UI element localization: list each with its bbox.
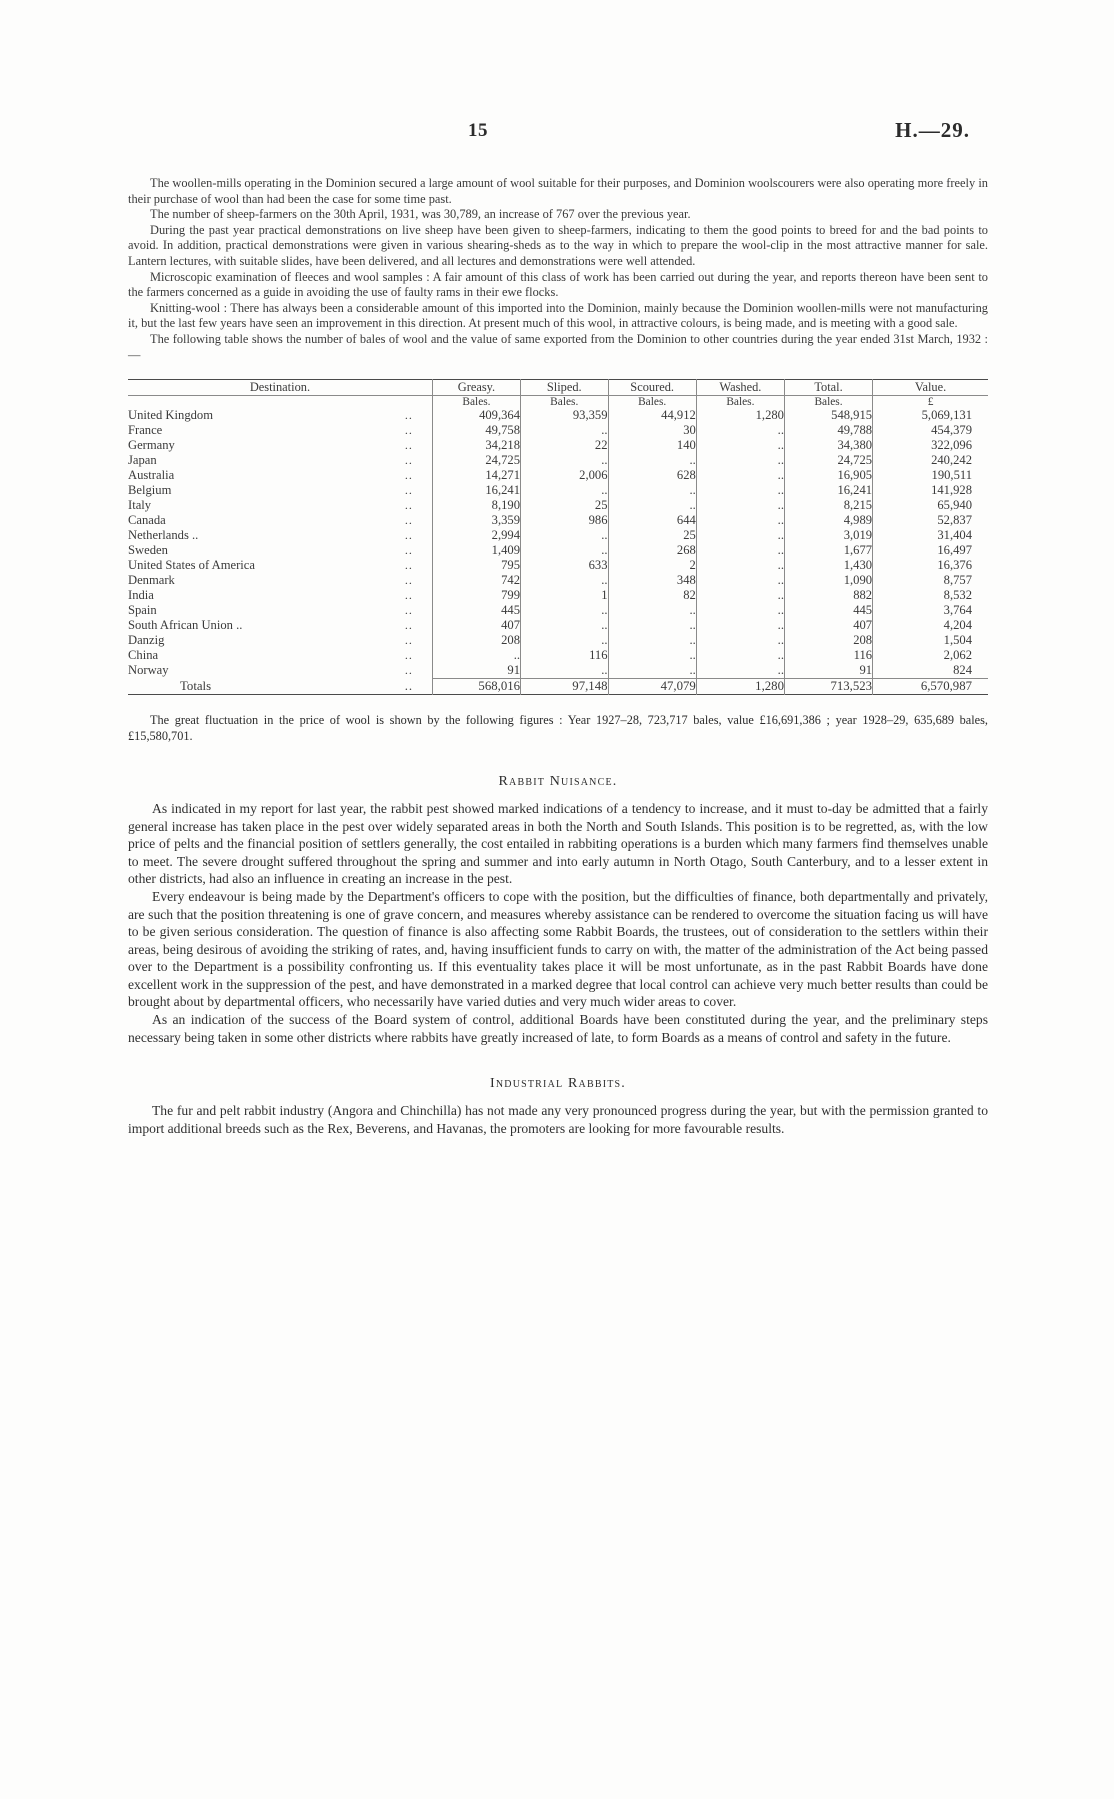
cell-value: 141,928 bbox=[873, 483, 988, 498]
cell-total: 49,788 bbox=[784, 423, 872, 438]
cell-scoured: 44,912 bbox=[608, 408, 696, 423]
cell-value: 240,242 bbox=[873, 453, 988, 468]
page-header bbox=[128, 120, 988, 154]
cell-value: 1,504 bbox=[873, 633, 988, 648]
row-dots: .. bbox=[404, 498, 413, 513]
cell-washed: .. bbox=[696, 513, 784, 528]
cell-total: 445 bbox=[784, 603, 872, 618]
row-destination: Japan bbox=[128, 453, 157, 468]
cell-sliped: .. bbox=[521, 528, 608, 543]
cell-greasy: 407 bbox=[432, 618, 520, 633]
cell-total: 8,215 bbox=[784, 498, 872, 513]
cell-value: 824 bbox=[873, 663, 988, 679]
row-dots: .. bbox=[404, 423, 413, 438]
cell-value: 16,497 bbox=[873, 543, 988, 558]
cell-sliped: 22 bbox=[521, 438, 608, 453]
column-header-washed: Washed. bbox=[696, 380, 784, 396]
row-dots: .. bbox=[404, 618, 413, 633]
table-row bbox=[128, 648, 988, 663]
cell-sliped: .. bbox=[521, 663, 608, 679]
cell-sliped: .. bbox=[521, 618, 608, 633]
row-destination: Danzig bbox=[128, 633, 165, 648]
cell-scoured: 30 bbox=[608, 423, 696, 438]
cell-greasy: 3,359 bbox=[432, 513, 520, 528]
row-dots: .. bbox=[404, 648, 413, 663]
cell-washed: .. bbox=[696, 618, 784, 633]
cell-greasy: 49,758 bbox=[432, 423, 520, 438]
row-dots: .. bbox=[404, 513, 413, 528]
table-row bbox=[128, 633, 988, 648]
cell-total: 16,905 bbox=[784, 468, 872, 483]
cell-total: 407 bbox=[784, 618, 872, 633]
cell-sliped: .. bbox=[521, 483, 608, 498]
section-title: Rabbit Nuisance. bbox=[498, 773, 618, 789]
unit-washed: Bales. bbox=[696, 396, 784, 409]
cell-washed: .. bbox=[696, 573, 784, 588]
cell-greasy: 91 bbox=[432, 663, 520, 679]
cell-sliped: .. bbox=[521, 423, 608, 438]
cell-total: 882 bbox=[784, 588, 872, 603]
cell-greasy: 16,241 bbox=[432, 483, 520, 498]
row-destination: Denmark bbox=[128, 573, 175, 588]
totals-total: 713,523 bbox=[784, 679, 872, 695]
cell-greasy: 14,271 bbox=[432, 468, 520, 483]
section-rabbit-nuisance bbox=[128, 774, 988, 1046]
cell-sliped: .. bbox=[521, 603, 608, 618]
page-number: 15 bbox=[468, 120, 488, 141]
cell-greasy: 34,218 bbox=[432, 438, 520, 453]
cell-value: 52,837 bbox=[873, 513, 988, 528]
cell-greasy: 2,994 bbox=[432, 528, 520, 543]
totals-value: 6,570,987 bbox=[873, 679, 988, 695]
cell-value: 3,764 bbox=[873, 603, 988, 618]
cell-total: 3,019 bbox=[784, 528, 872, 543]
cell-scoured: .. bbox=[608, 603, 696, 618]
cell-scoured: 644 bbox=[608, 513, 696, 528]
row-destination: Australia bbox=[128, 468, 175, 483]
cell-scoured: 2 bbox=[608, 558, 696, 573]
cell-scoured: 25 bbox=[608, 528, 696, 543]
cell-greasy: 1,409 bbox=[432, 543, 520, 558]
row-dots: .. bbox=[404, 408, 413, 423]
unit-total: Bales. bbox=[784, 396, 872, 409]
row-destination: Sweden bbox=[128, 543, 168, 558]
cell-value: 16,376 bbox=[873, 558, 988, 573]
cell-scoured: .. bbox=[608, 663, 696, 679]
cell-value: 4,204 bbox=[873, 618, 988, 633]
cell-washed: 1,280 bbox=[696, 408, 784, 423]
table-totals-row bbox=[128, 679, 988, 695]
cell-total: 4,989 bbox=[784, 513, 872, 528]
row-dots: .. bbox=[404, 438, 413, 453]
unit-sliped: Bales. bbox=[521, 396, 608, 409]
table-row bbox=[128, 603, 988, 618]
paragraph: The following table shows the number of bales of wool and the value of same exported from the Dominion to other countries during the year ended 31st March, 1932 :— bbox=[128, 331, 988, 362]
cell-total: 1,090 bbox=[784, 573, 872, 588]
row-dots: .. bbox=[404, 543, 413, 558]
table-row bbox=[128, 543, 988, 558]
column-header-destination: Destination. bbox=[249, 380, 311, 395]
document-code: H.—29. bbox=[895, 118, 970, 142]
table-row bbox=[128, 483, 988, 498]
row-destination: United Kingdom bbox=[128, 408, 214, 423]
column-header-sliped: Sliped. bbox=[521, 380, 608, 396]
cell-washed: .. bbox=[696, 603, 784, 618]
totals-label: Totals bbox=[180, 678, 212, 693]
paragraph: As indicated in my report for last year, the rabbit pest showed marked indications of a tendency to increase, and it must to-day be admitted that a fairly general increase has taken place in the pest over widely separated areas in both the North and South Islands. This position is to be regretted, as, with the low price of pelts and the financial position of settlers generally, the cost entailed in rabbiting operations is a burden which many farmers find themselves unable to meet. The severe drought suffered throughout the spring and summer and into early autumn in North Otago, South Canterbury, and to a lesser extent in other districts, had also an influence in creating an increase in the pest. bbox=[128, 800, 988, 887]
wool-exports-table-wrap bbox=[128, 379, 988, 697]
cell-value: 31,404 bbox=[873, 528, 988, 543]
row-destination: Italy bbox=[128, 498, 152, 513]
row-destination: South African Union .. bbox=[128, 618, 243, 633]
table-row bbox=[128, 558, 988, 573]
cell-washed: .. bbox=[696, 483, 784, 498]
row-destination: Germany bbox=[128, 438, 175, 453]
row-dots: .. bbox=[404, 558, 413, 573]
cell-total: 91 bbox=[784, 663, 872, 679]
cell-total: 208 bbox=[784, 633, 872, 648]
cell-sliped: 116 bbox=[521, 648, 608, 663]
column-header-scoured: Scoured. bbox=[608, 380, 696, 396]
cell-value: 8,532 bbox=[873, 588, 988, 603]
row-destination: United States of America bbox=[128, 558, 255, 573]
table-row bbox=[128, 663, 988, 679]
cell-value: 190,511 bbox=[873, 468, 988, 483]
cell-sliped: 25 bbox=[521, 498, 608, 513]
row-destination: France bbox=[128, 423, 163, 438]
cell-scoured: .. bbox=[608, 498, 696, 513]
cell-greasy: 409,364 bbox=[432, 408, 520, 423]
row-destination: Netherlands .. bbox=[128, 528, 199, 543]
table-row bbox=[128, 438, 988, 453]
totals-washed: 1,280 bbox=[696, 679, 784, 695]
cell-washed: .. bbox=[696, 498, 784, 513]
cell-value: 454,379 bbox=[873, 423, 988, 438]
cell-greasy: 445 bbox=[432, 603, 520, 618]
unit-value: £ bbox=[873, 396, 988, 409]
cell-sliped: 986 bbox=[521, 513, 608, 528]
cell-washed: .. bbox=[696, 453, 784, 468]
totals-scoured: 47,079 bbox=[608, 679, 696, 695]
row-dots: .. bbox=[404, 678, 414, 693]
cell-washed: .. bbox=[696, 423, 784, 438]
cell-washed: .. bbox=[696, 438, 784, 453]
column-header-value: Value. bbox=[873, 380, 988, 396]
section-title: Industrial Rabbits. bbox=[489, 1076, 627, 1092]
cell-sliped: 1 bbox=[521, 588, 608, 603]
table-header-row bbox=[128, 380, 988, 396]
cell-washed: .. bbox=[696, 648, 784, 663]
cell-sliped: 633 bbox=[521, 558, 608, 573]
cell-sliped: .. bbox=[521, 453, 608, 468]
cell-value: 5,069,131 bbox=[873, 408, 988, 423]
table-row bbox=[128, 408, 988, 423]
paragraph: The number of sheep-farmers on the 30th April, 1931, was 30,789, an increase of 767 over the previous year. bbox=[150, 207, 691, 222]
unit-blank bbox=[128, 396, 432, 409]
cell-greasy: 795 bbox=[432, 558, 520, 573]
totals-greasy: 568,016 bbox=[432, 679, 520, 695]
paragraph: The fur and pelt rabbit industry (Angora and Chinchilla) has not made any very pronounced progress during the year, but with the permission granted to import additional breeds such as the Rex, Beverens, and Havanas, the promoters are looking for more favourable results. bbox=[128, 1103, 988, 1136]
paragraph: Microscopic examination of fleeces and wool samples : A fair amount of this class of work has been carried out during the year, and reports thereon have been sent to the farmers concerned as a guide in avoiding the use of faulty rams in their ewe flocks. bbox=[128, 269, 988, 300]
cell-total: 548,915 bbox=[784, 408, 872, 423]
table-note: The great fluctuation in the price of wool is shown by the following figures : Year 1927–28, 723,717 bales, value £16,691,386 ; year 1928–29, 635,689 bales, £15,580,701. bbox=[128, 713, 988, 743]
table-bottom-rule bbox=[128, 695, 988, 698]
row-dots: .. bbox=[404, 528, 413, 543]
cell-washed: .. bbox=[696, 633, 784, 648]
table-row bbox=[128, 498, 988, 513]
totals-sliped: 97,148 bbox=[521, 679, 608, 695]
paragraph: Every endeavour is being made by the Department's officers to cope with the position, but the difficulties of finance, both departmentally and privately, are such that the position threatening is one of grave concern, and measures whereby assistance can be rendered to overcome the situation facing us will have to be given serious consideration. The question of finance is also affecting some Rabbit Boards, the trustees, out of consideration to the settlers within their areas, being desirous of avoiding the striking of rates, and, having insufficient funds to carry on with, the matter of the administration of the Act being passed over to the Department is a possibility confronting us. If this eventuality takes place it will be most unfortunate, as in the past Rabbit Boards have done excellent work in the suppression of the pest, and have demonstrated in a marked degree that local control can achieve very much better results than could be brought about by departmental officers, who necessarily have varied duties and very much wider areas to cover. bbox=[128, 888, 988, 1010]
cell-scoured: .. bbox=[608, 483, 696, 498]
cell-value: 8,757 bbox=[873, 573, 988, 588]
row-dots: .. bbox=[404, 573, 413, 588]
cell-scoured: 348 bbox=[608, 573, 696, 588]
unit-scoured: Bales. bbox=[608, 396, 696, 409]
cell-greasy: 742 bbox=[432, 573, 520, 588]
cell-scoured: 140 bbox=[608, 438, 696, 453]
cell-sliped: .. bbox=[521, 633, 608, 648]
cell-total: 34,380 bbox=[784, 438, 872, 453]
cell-greasy: .. bbox=[432, 648, 520, 663]
row-dots: .. bbox=[404, 588, 413, 603]
cell-sliped: 93,359 bbox=[521, 408, 608, 423]
section-industrial-rabbits bbox=[128, 1076, 988, 1137]
row-destination: Canada bbox=[128, 513, 166, 528]
cell-scoured: 268 bbox=[608, 543, 696, 558]
cell-value: 65,940 bbox=[873, 498, 988, 513]
row-dots: .. bbox=[404, 633, 413, 648]
cell-scoured: 628 bbox=[608, 468, 696, 483]
cell-value: 322,096 bbox=[873, 438, 988, 453]
cell-washed: .. bbox=[696, 558, 784, 573]
cell-washed: .. bbox=[696, 663, 784, 679]
cell-scoured: 82 bbox=[608, 588, 696, 603]
paragraph: During the past year practical demonstrations on live sheep have been given to sheep-farmers, indicating to them the good points to breed for and the bad points to avoid. In addition, practical demonstrations were given in various shearing-sheds as to the way in which to prepare the wool-clip in the most attractive manner for sale. Lantern lectures, with suitable slides, have been delivered, and all lectures and demonstrations were well attended. bbox=[128, 222, 988, 268]
table-row bbox=[128, 573, 988, 588]
cell-washed: .. bbox=[696, 528, 784, 543]
cell-greasy: 8,190 bbox=[432, 498, 520, 513]
cell-scoured: .. bbox=[608, 648, 696, 663]
cell-total: 116 bbox=[784, 648, 872, 663]
row-destination: Norway bbox=[128, 663, 169, 678]
cell-scoured: .. bbox=[608, 618, 696, 633]
cell-total: 16,241 bbox=[784, 483, 872, 498]
cell-washed: .. bbox=[696, 588, 784, 603]
table-row bbox=[128, 618, 988, 633]
table-units-row bbox=[128, 396, 988, 409]
table-row bbox=[128, 453, 988, 468]
cell-sliped: .. bbox=[521, 543, 608, 558]
row-dots: .. bbox=[404, 468, 413, 483]
table-row bbox=[128, 468, 988, 483]
table-row bbox=[128, 528, 988, 543]
table-row bbox=[128, 513, 988, 528]
cell-sliped: 2,006 bbox=[521, 468, 608, 483]
cell-sliped: .. bbox=[521, 573, 608, 588]
row-destination: China bbox=[128, 648, 159, 663]
column-header-greasy: Greasy. bbox=[432, 380, 520, 396]
cell-total: 1,430 bbox=[784, 558, 872, 573]
cell-greasy: 208 bbox=[432, 633, 520, 648]
row-dots: .. bbox=[404, 453, 413, 468]
row-destination: India bbox=[128, 588, 154, 603]
cell-washed: .. bbox=[696, 543, 784, 558]
cell-scoured: .. bbox=[608, 453, 696, 468]
row-destination: Belgium bbox=[128, 483, 172, 498]
column-header-total: Total. bbox=[784, 380, 872, 396]
table-row bbox=[128, 423, 988, 438]
cell-greasy: 24,725 bbox=[432, 453, 520, 468]
page-content bbox=[128, 120, 988, 1137]
paragraph: The woollen-mills operating in the Dominion secured a large amount of wool suitable for their purposes, and Dominion woolscourers were also operating more freely in their purchase of wool than had been the case for some time past. bbox=[128, 176, 988, 206]
row-dots: .. bbox=[404, 603, 413, 618]
cell-greasy: 799 bbox=[432, 588, 520, 603]
cell-total: 1,677 bbox=[784, 543, 872, 558]
row-dots: .. bbox=[404, 663, 413, 678]
paragraph: As an indication of the success of the Board system of control, additional Boards have been constituted during the year, and the preliminary steps necessary being taken in some other districts where rabbits have greatly increased of late, to form Boards as a means of control and safety in the future. bbox=[128, 1012, 988, 1045]
cell-total: 24,725 bbox=[784, 453, 872, 468]
row-dots: .. bbox=[404, 483, 413, 498]
table-row bbox=[128, 588, 988, 603]
cell-scoured: .. bbox=[608, 633, 696, 648]
intro-section bbox=[128, 176, 988, 363]
cell-washed: .. bbox=[696, 468, 784, 483]
cell-value: 2,062 bbox=[873, 648, 988, 663]
unit-greasy: Bales. bbox=[432, 396, 520, 409]
wool-exports-table bbox=[128, 379, 988, 697]
paragraph: Knitting-wool : There has always been a considerable amount of this imported into the Dominion, mainly because the Dominion woollen-mills were not manufacturing it, but the last few years have seen an improvement in this direction. At present much of this wool, in attractive colours, is being made, and is meeting with a good sale. bbox=[128, 300, 988, 331]
row-destination: Spain bbox=[128, 603, 157, 618]
